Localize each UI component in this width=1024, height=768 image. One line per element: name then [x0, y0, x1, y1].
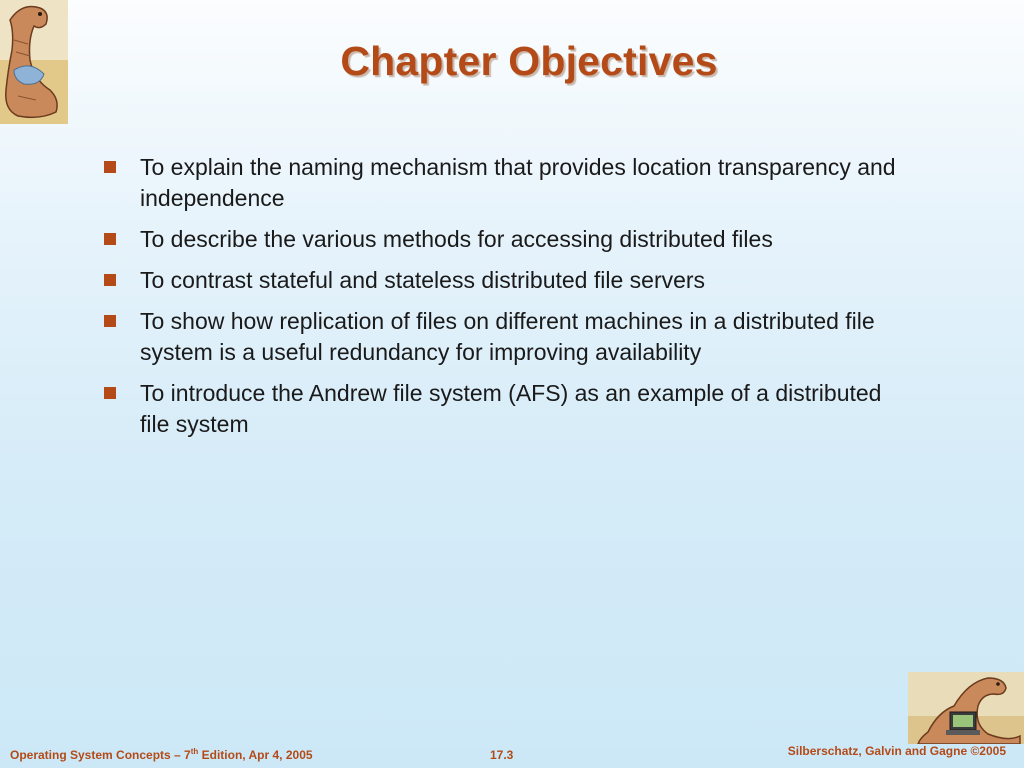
- square-bullet-icon: [104, 233, 116, 245]
- footer-book-prefix: Operating System Concepts – 7: [10, 748, 191, 762]
- slide-title: Chapter Objectives: [340, 38, 718, 84]
- square-bullet-icon: [104, 161, 116, 173]
- footer-book-info: [10, 744, 313, 766]
- list-item-text: To describe the various methods for accessing distributed files: [140, 226, 773, 252]
- square-bullet-icon: [104, 315, 116, 327]
- slide-number: 17.3: [490, 748, 514, 762]
- list-item: [104, 152, 904, 214]
- list-item-text: To explain the naming mechanism that provides location transparency and independence: [140, 154, 896, 211]
- list-item: [104, 306, 904, 368]
- list-item-text: To contrast stateful and stateless distributed file servers: [140, 267, 706, 293]
- footer-authors: Silberschatz, Galvin and Gagne ©2005: [787, 744, 1006, 758]
- list-item: [104, 265, 904, 296]
- objectives-list: [104, 152, 904, 450]
- list-item-text: To show how replication of files on different machines in a distributed file system is a useful redundancy for improving availability: [140, 308, 875, 365]
- square-bullet-icon: [104, 274, 116, 286]
- dinosaur-laptop-logo-icon: [908, 672, 1024, 744]
- list-item-text: To introduce the Andrew file system (AFS) as an example of a distributed file system: [140, 380, 882, 437]
- footer-book-superscript: th: [190, 747, 199, 756]
- list-item: [104, 224, 904, 255]
- square-bullet-icon: [104, 387, 116, 399]
- list-item: [104, 378, 904, 440]
- footer-book-suffix: Edition, Apr 4, 2005: [198, 748, 313, 762]
